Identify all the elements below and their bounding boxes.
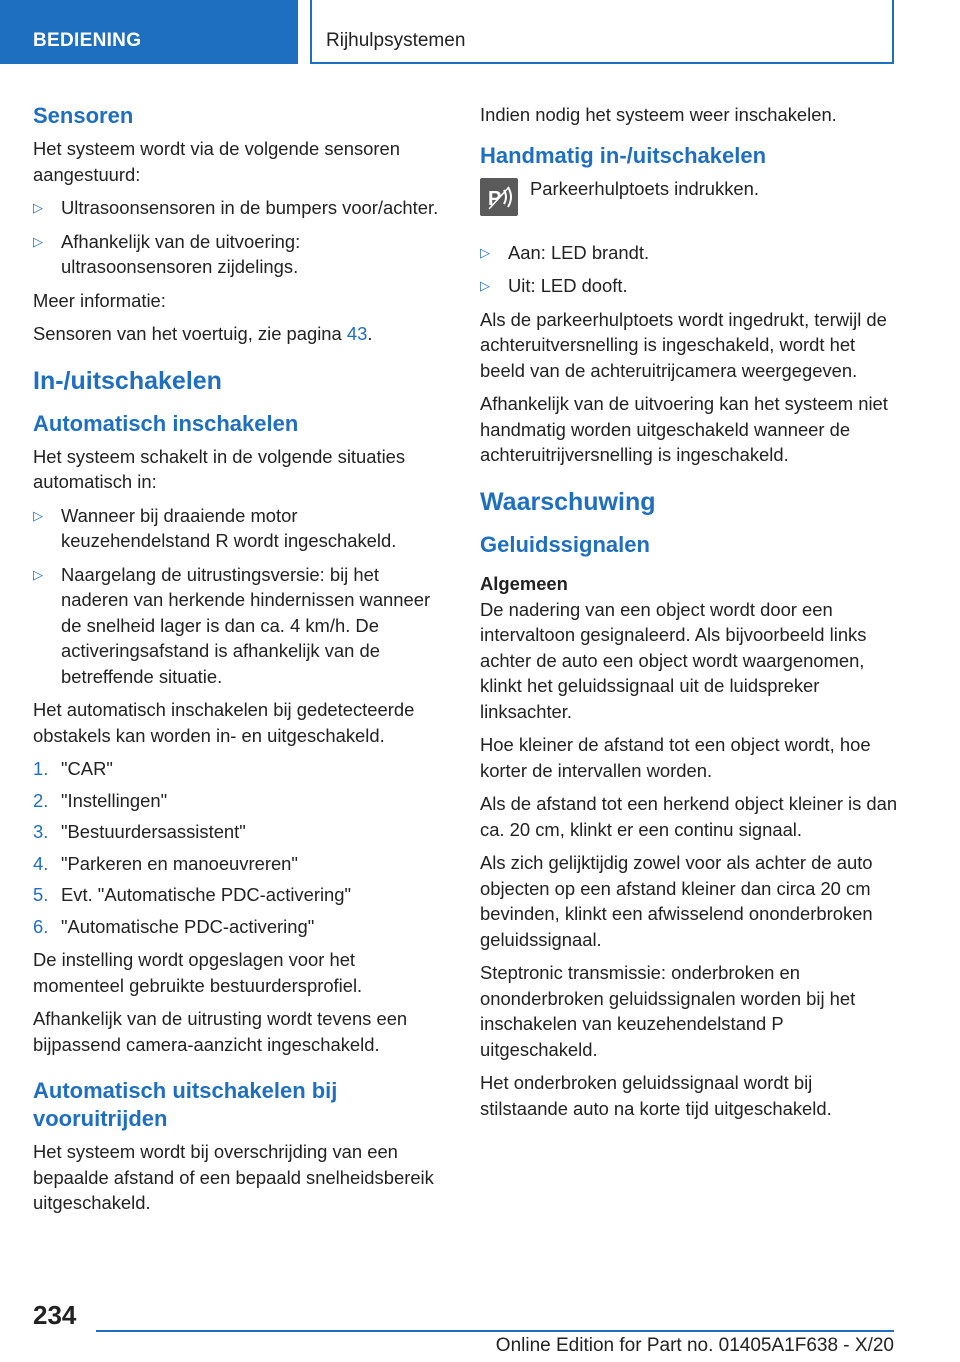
sound-heading: Geluidssignalen [480,531,650,557]
step-item: 6. "Automatische PDC-activering" [33,915,315,937]
right-column [480,102,900,1129]
general-heading: Algemeen [480,572,568,594]
sensoren-heading: Sensoren [33,103,134,128]
settings-steps [33,756,451,939]
step-item: 1. "CAR" [33,758,113,779]
header-section-label: BEDIENING [33,30,142,51]
sensoren-intro: Het systeem wordt via de volgende sensoren aangestuurd: [33,138,400,185]
button-instruction [480,176,900,228]
header-chapter-box [310,0,894,64]
list-item: ▷ Ultrasoonsensoren in de bumpers voor/achter. [33,195,451,221]
not-manual-note: Afhankelijk van de uitvoering kan het systeem niet handmatig worden uitgeschakeld wanneer de achteruitrijversnelling is ingeschakeld. [480,393,888,465]
handmatig-heading: Handmatig in-/uitschakelen [480,142,767,168]
sound-paragraph-4: Als zich gelijktijdig zowel voor als achter de auto objecten op een afstand kleiner dan circa 20 cm bevinden, klinkt een afwisselend ononderbroken geluidssignaal. [480,852,873,950]
step-item: 5. Evt. "Automatische PDC-activering" [33,884,352,905]
footer-edition: Online Edition for Part no. 01405A1F638 - X/20 [495,1335,894,1356]
warning-heading: Waarschuwing [480,487,656,516]
triangle-right-icon: ▷ [33,200,43,215]
sensoren-reference: Sensoren van het voertuig, zie pagina 43. [33,323,373,344]
meer-informatie: Meer informatie: [33,289,166,311]
reverse-camera-note: Als de parkeerhulptoets wordt ingedrukt, terwijl de achteruitversnelling is ingeschakeld, wordt het beeld van de achteruitrijcamera weergegeven. [480,308,887,381]
sound-paragraph-1: De nadering van een object wordt door een intervaltoon gesignaleerd. Als bijvoorbeeld links achter de auto een object wordt waargenomen, klinkt het geluidssignaal uit de luidspreker linksachter. [480,598,867,722]
sound-paragraph-3: Als de afstand tot een herkend object kleiner is dan ca. 20 cm, klinkt er een continu signaal. [480,793,898,840]
step-item: 4. "Parkeren en manoeuvreren" [33,852,298,874]
press-button-text: Parkeerhulptoets indrukken. [530,177,759,199]
parking-assist-button-icon [480,178,518,216]
svg-text:P: P [488,187,502,210]
triangle-right-icon: ▷ [480,244,490,260]
page-link-43[interactable]: 43 [346,323,368,344]
inuit-heading: In-/uitschakelen [33,366,222,395]
sound-paragraph-2: Hoe kleiner de afstand tot een object wordt, hoe korter de intervallen worden. [480,734,871,781]
led-list [480,240,900,299]
triangle-right-icon: ▷ [33,233,43,249]
list-item: ▷ Afhankelijk van de uitvoering: ultrasoonsensoren zijdelings. [33,230,301,277]
list-item: ▷ Uit: LED dooft. [480,273,900,299]
triangle-right-icon: ▷ [480,278,490,293]
sound-paragraph-6: Het onderbroken geluidssignaal wordt bij stilstaande auto na korte tijd uitgeschakeld. [480,1072,832,1119]
weer-inschakelen: Indien nodig het systeem weer inschakelen. [480,104,837,125]
parking-assist-symbol [480,178,518,216]
step-item: 3. "Bestuurdersassistent" [33,821,246,842]
footer-divider [96,1330,894,1332]
triangle-right-icon: ▷ [33,566,43,582]
triangle-right-icon: ▷ [33,507,43,523]
left-column [33,102,451,1224]
step-item: 2. "Instellingen" [33,789,168,811]
auto-in-obstacles: Het automatisch inschakelen bij gedetecteerde obstakels kan worden in- en uitgeschakeld. [33,699,415,746]
auto-in-list [33,503,451,690]
auto-uit-text: Het systeem wordt bij overschrijding van een bepaalde afstand of een bepaald snelheidsbereik uitgeschakeld. [33,1141,434,1213]
camera-note: Afhankelijk van de uitrusting wordt tevens een bijpassend camera-aanzicht ingeschakeld. [33,1008,408,1055]
sound-paragraph-5: Steptronic transmissie: onderbroken en ononderbroken geluidssignalen worden bij het inschakelen van keuzehendelstand P uitgeschakeld. [480,962,856,1060]
list-item: ▷ Aan: LED brandt. [480,240,900,266]
sensoren-list [33,195,451,280]
auto-in-intro: Het systeem schakelt in de volgende situaties automatisch in: [33,445,406,492]
header-chapter-label: Rijhulpsystemen [326,30,466,51]
stored-note: De instelling wordt opgeslagen voor het momenteel gebruikte bestuurdersprofiel. [33,949,363,996]
list-item: ▷ Wanneer bij draaiende motor keuzehendelstand R wordt ingeschakeld. [33,504,397,551]
auto-in-heading: Automatisch inschakelen [33,410,299,436]
auto-uit-heading: Automatisch uitschakelen bij vooruitrijden [33,1078,338,1131]
list-item: ▷ Naargelang de uitrustingsversie: bij het naderen van herkende hindernissen wanneer de snelheid lager is dan ca. 4 km/h. De activeringsafstand is afhankelijk van de betreffende situatie. [33,563,431,687]
page-number: 234 [33,1300,77,1330]
header-section-tab [0,0,298,64]
